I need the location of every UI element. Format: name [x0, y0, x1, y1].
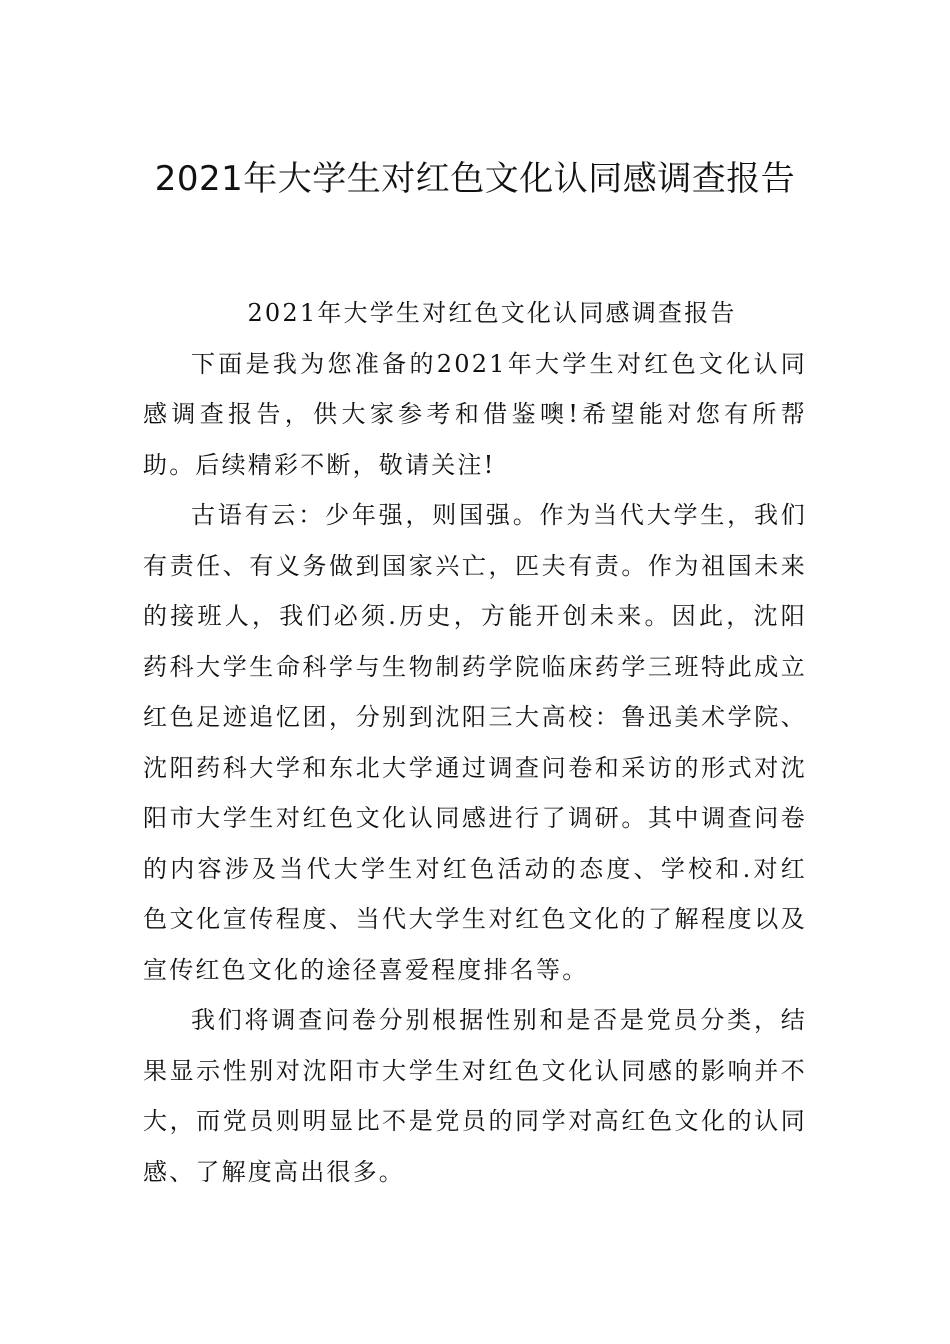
paragraph-background: 古语有云：少年强，则国强。作为当代大学生，我们有责任、有义务做到国家兴亡，匹夫有责。作为祖国未来的接班人，我们必须.历史，方能开创未来。因此，沈阳药科大学生命科学与生物制药学院临床药学三班特此成立红色足迹追忆团，分别到沈阳三大高校：鲁迅美术学院、沈阳药科大学和东北大学通过调查问卷和采访的形式对沈阳市大学生对红色文化认同感进行了调研。其中调查问卷的内容涉及当代大学生对红色活动的态度、学校和.对红色文化宣传程度、当代大学生对红色文化的了解程度以及宣传红色文化的途径喜爱程度排名等。 — [143, 501, 807, 984]
paragraph-intro: 下面是我为您准备的2021年大学生对红色文化认同感调查报告，供大家参考和借鉴噢!希望能对您有所帮助。后续精彩不断，敬请关注! — [143, 349, 807, 479]
document-title: 2021年大学生对红色文化认同感调查报告 — [154, 159, 796, 199]
document-subtitle: 2021年大学生对红色文化认同感调查报告 — [247, 299, 737, 327]
paragraph-results: 我们将调查问卷分别根据性别和是否是党员分类，结果显示性别对沈阳市大学生对红色文化认同感的影响并不大，而党员则明显比不是党员的同学对高红色文化的认同感、了解度高出很多。 — [143, 1006, 807, 1186]
document-body — [143, 288, 807, 1197]
